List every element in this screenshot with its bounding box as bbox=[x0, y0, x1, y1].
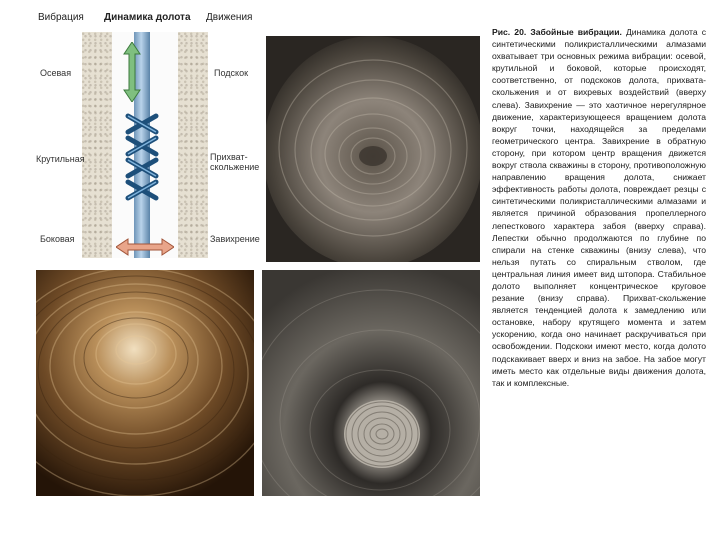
bit-dynamics-header: Динамика долота bbox=[104, 12, 191, 23]
motion-header: Движения bbox=[206, 12, 253, 23]
vibration-header: Вибрация bbox=[38, 12, 84, 23]
borehole-wall-left bbox=[82, 32, 112, 258]
motion-stickslip-label: Прихват- скольжение bbox=[210, 152, 260, 173]
axial-arrow-icon bbox=[122, 42, 142, 102]
motion-whirl-label: Завихрение bbox=[210, 234, 260, 244]
lobed-bottom-photo bbox=[266, 36, 480, 262]
bit-dynamics-diagram bbox=[34, 8, 260, 258]
caption-body: Динамика долота с синтетическими поликристаллическими алмазами охватывает три основных режима вибрации: осевой, крутильной и боковой, которые происходят, соответственно, от подскоков долота, прихвата-скольжения и от вихревых воздействий (вверху слева). Завихрение — это хаотичное нерегулярное движение, характеризующееся вращением долота вокруг точки, находящейся за пределами геометрического центра. Завихрение в обратную сторону, при котором центр вращения движется вокруг ствола скважины в сторону, противоположную направлению вращения долота, снижает эффективность работы долота, повреждает резцы с синтетическими поликристаллическими алмазами и является причиной образования пропеллерного лепесткового характера забоя (вверху справа). Лепестки обычно продолжаются по глубине по спирали на стенке скважины (внизу слева), что нельзя путать со спиральным стволом, где центральная линия имеет вид штопора. Стабильное долото выполняет концентрическое круговое резание (внизу справа). Прихват-скольжение является тенденцией долота к замедлению или остановке, набору крутящего момента и затем ускорению, когда оно начинает раскручиваться при освобождении. Подскоки имеют место, когда долото подскакивает вверх и вниз на забое. На забое могут иметь место как отдельные виды движения долота, так и комплексные. bbox=[492, 27, 706, 388]
vibration-torsional-label: Крутильная bbox=[36, 154, 85, 164]
torsional-helix-icon bbox=[124, 112, 160, 212]
figure-caption bbox=[492, 26, 706, 506]
vibration-axial-label: Осевая bbox=[40, 68, 72, 78]
borehole-wall-right bbox=[178, 32, 208, 258]
concentric-cutting-photo bbox=[262, 270, 480, 496]
spiral-wall-photo bbox=[36, 270, 254, 496]
caption-title: Рис. 20. Забойные вибрации. bbox=[492, 27, 622, 37]
lateral-arrow-icon bbox=[116, 238, 174, 256]
vibration-lateral-label: Боковая bbox=[40, 234, 75, 244]
motion-bounce-label: Подскок bbox=[214, 68, 249, 78]
